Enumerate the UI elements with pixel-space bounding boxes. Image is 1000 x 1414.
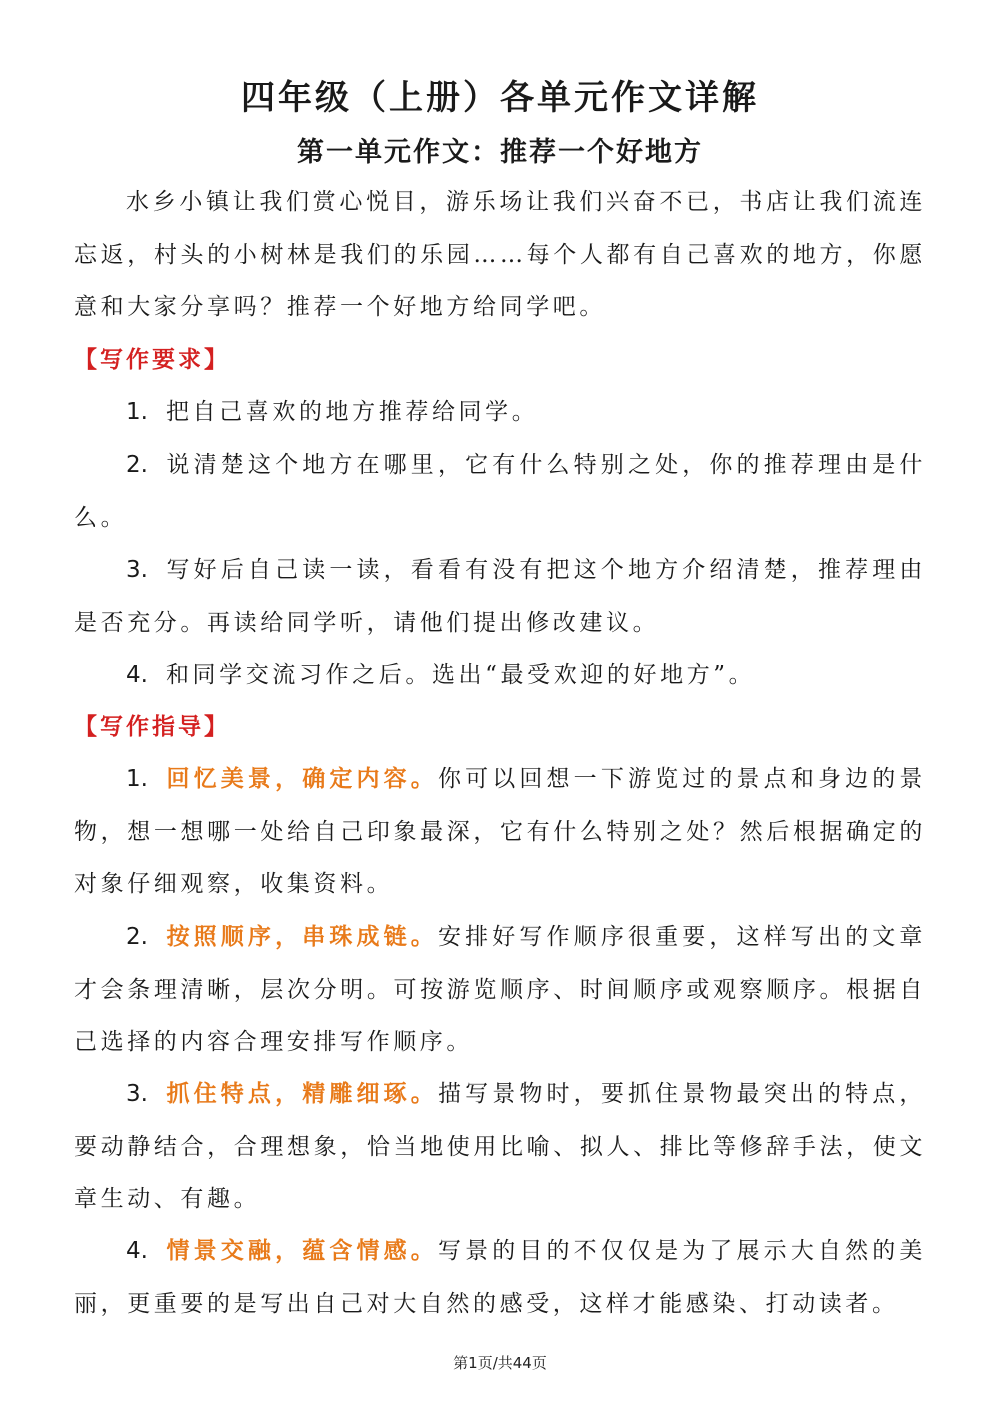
item-text: 描写景物时，要抓住景物最突出的特点，要动静结合，合理想象，恰当地使用比喻、拟人、排比等修辞手法，使文章生动、有趣。 [74,1081,927,1212]
item-number: 4. [126,662,148,688]
guidance-heading: 【写作指导】 [74,714,230,740]
item-number: 2. [126,924,148,950]
guidance-item [74,911,926,1069]
item-number: 1. [126,399,148,425]
item-text: 写好后自己读一读，看看有没有把这个地方介绍清楚，推荐理由是否充分。再读给同学听，请他们提出修改建议。 [74,557,926,636]
item-number: 1. [126,766,148,792]
requirements-heading: 【写作要求】 [74,347,230,373]
item-number: 3. [126,1081,148,1107]
requirement-item [74,439,926,544]
guidance-highlight: 回忆美景，确定内容。 [165,765,438,792]
guidance-highlight: 按照顺序，串珠成链。 [165,923,438,950]
item-text: 安排好写作顺序很重要，这样写出的文章才会条理清晰，层次分明。可按游览顺序、时间顺序或观察顺序。根据自己选择的内容合理安排写作顺序。 [74,924,927,1055]
guidance-highlight: 抓住特点，精雕细琢。 [165,1080,438,1107]
page-number: 第1页/共44页 [453,1354,547,1372]
item-text: 把自己喜欢的地方推荐给同学。 [165,399,539,425]
requirement-item [74,544,926,649]
item-number: 4. [126,1238,148,1264]
unit-subtitle: 第一单元作文：推荐一个好地方 [297,137,703,168]
item-number: 3. [126,557,148,583]
requirement-item [74,649,926,702]
guidance-highlight: 情景交融，蕴含情感。 [165,1237,438,1264]
item-text: 写景的目的不仅仅是为了展示大自然的美丽，更重要的是写出自己对大自然的感受，这样才能感染、打动读者。 [74,1238,927,1317]
item-text: 说清楚这个地方在哪里，它有什么特别之处，你的推荐理由是什么。 [74,452,926,531]
guidance-item [74,1225,926,1330]
page-title: 四年级（上册）各单元作文详解 [241,78,759,118]
guidance-item [74,753,926,911]
intro-paragraph: 水乡小镇让我们赏心悦目，游乐场让我们兴奋不已，书店让我们流连忘返，村头的小树林是我们的乐园……每个人都有自己喜欢的地方，你愿意和大家分享吗？推荐一个好地方给同学吧。 [74,189,926,320]
item-number: 2. [126,452,148,478]
requirement-item [74,386,926,439]
item-text: 和同学交流习作之后。选出“最受欢迎的好地方”。 [165,662,756,688]
item-text: 你可以回想一下游览过的景点和身边的景物，想一想哪一处给自己印象最深，它有什么特别之处？然后根据确定的对象仔细观察，收集资料。 [74,766,927,897]
guidance-item [74,1068,926,1226]
